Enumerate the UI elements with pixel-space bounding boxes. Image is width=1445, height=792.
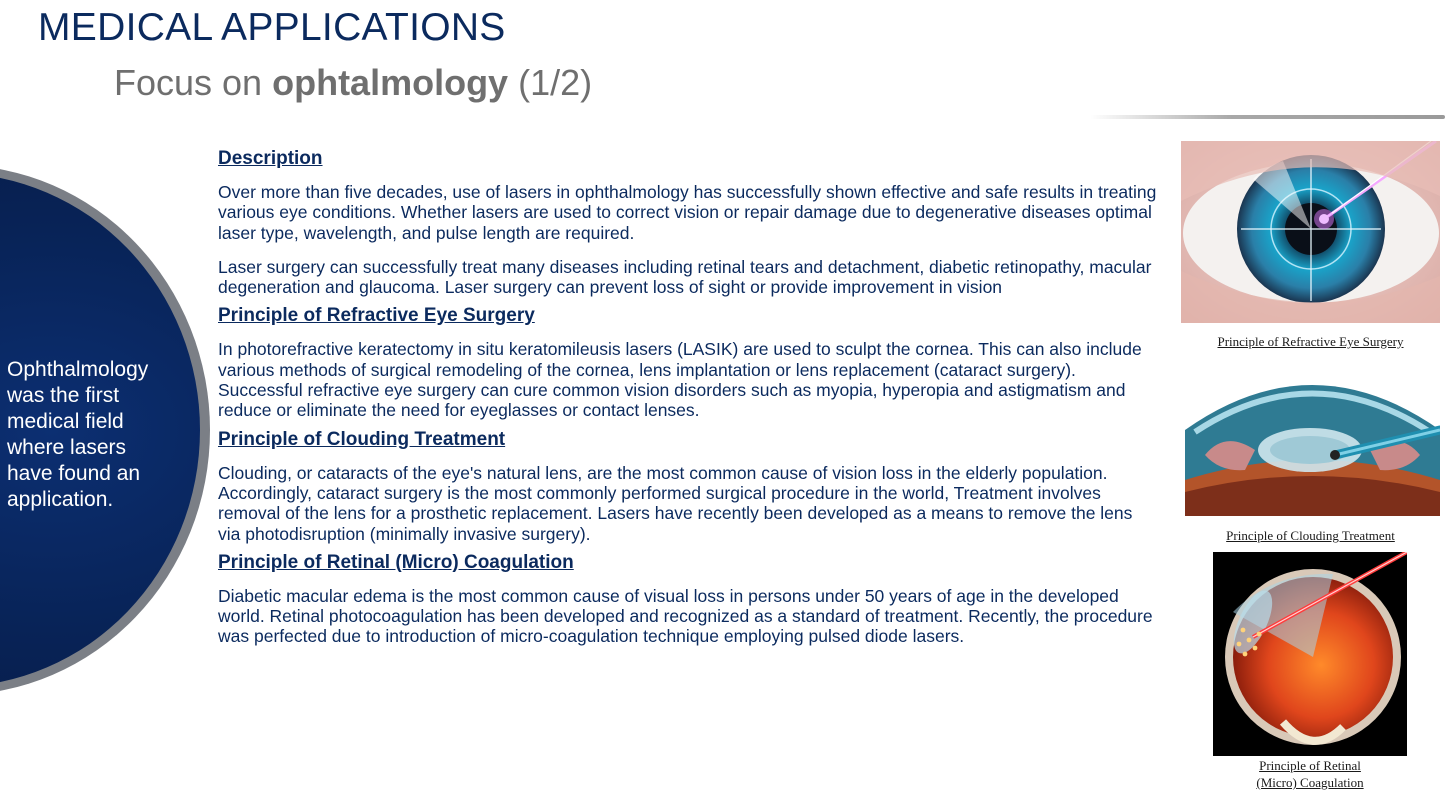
clouding-treatment-caption: Principle of Clouding Treatment <box>1226 528 1395 543</box>
eye-laser-illustration <box>1181 141 1440 323</box>
section-heading-description: Description <box>218 148 323 169</box>
refractive-surgery-caption: Principle of Refractive Eye Surgery <box>1217 334 1404 349</box>
cataract-illustration <box>1185 360 1440 516</box>
retinal-paragraph: Diabetic macular edema is the most common cause of visual loss in persons under 50 years of age in the developed world. Retinal photocoagulation has been developed and recognized as a standard of treatment. Recently, the procedure was perfected due to introduction of micro-coagulation technique employing pulsed diode lasers. <box>218 585 1153 647</box>
slide-subtitle <box>114 62 592 104</box>
description-paragraph-1: Over more than five decades, use of lasers in ophthalmology has successfully shown effective and safe results in treating various eye conditions. Whether lasers are used to correct vision or repair damage due to degenerative diseases optimal laser type, wavelength, and pulse length are required. <box>218 182 1157 243</box>
refractive-surgery-image <box>1181 141 1440 323</box>
description-paragraph-2: Laser surgery can successfully treat many diseases including retinal tears and detachment, diabetic retinopathy, macular degeneration and glaucoma. Laser surgery can prevent loss of sight or provide improvement in vision <box>218 256 1152 298</box>
section-heading-refractive: Principle of Refractive Eye Surgery <box>218 305 535 327</box>
retinal-caption-line-1: Principle of Retinal <box>1259 758 1361 773</box>
subtitle-prefix: Focus on <box>114 62 273 103</box>
section-heading-clouding: Principle of Clouding Treatment <box>218 428 506 450</box>
header-divider <box>1090 115 1445 119</box>
slide-title: MEDICAL APPLICATIONS <box>38 6 506 49</box>
retinal-caption-line-2: (Micro) Coagulation <box>1256 775 1364 790</box>
refractive-paragraph: In photorefractive keratectomy in situ keratomileusis lasers (LASIK) are used to sculpt the cornea. This can also include various methods of surgical remodeling of the cornea, lens implantation or lens replacement (cataract surgery). Successful refractive eye surgery can cure common vision disorders such as myopia, hyperopia and astigmatism and reduce or eliminate the need for eyeglasses or contact lenses. <box>218 339 1142 421</box>
retinal-coagulation-image <box>1213 552 1407 756</box>
clouding-treatment-image <box>1185 360 1440 516</box>
main-content <box>218 146 1158 647</box>
retina-illustration <box>1213 552 1407 756</box>
retinal-coagulation-caption <box>1213 757 1407 791</box>
subtitle-suffix: (1/2) <box>508 62 593 103</box>
callout-text: Ophthalmology was the first medical field where lasers have found an application. <box>7 358 149 511</box>
subtitle-bold: ophtalmology <box>272 62 509 103</box>
section-heading-retinal: Principle of Retinal (Micro) Coagulation <box>218 551 574 573</box>
clouding-paragraph: Clouding, or cataracts of the eye's natural lens, are the most common cause of vision loss in the elderly population. Accordingly, cataract surgery is the most commonly performed surgical procedure in the world, Treatment involves removal of the lens for a prosthetic replacement. Lasers have recently been developed as a means to remove the lens via photodisruption (minimally invasive surgery). <box>218 462 1133 544</box>
